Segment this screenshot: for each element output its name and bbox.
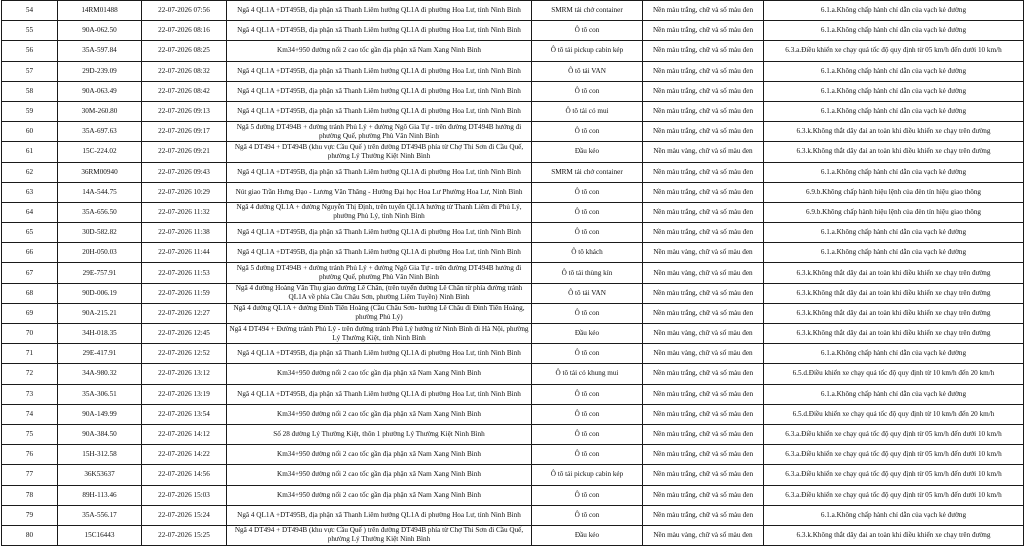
vehicle-type-cell: Ô tô con: [532, 445, 643, 465]
timestamp-cell: 22-07-2026 07:56: [142, 1, 227, 21]
vehicle-type-cell: Ô tô tải VAN: [532, 61, 643, 81]
plate-color-cell: Nền màu trắng, chữ và số màu đen: [643, 162, 764, 182]
table-row: [2, 61, 1024, 81]
location-cell: Số 28 đường Lý Thường Kiệt, thôn 1 phường Lý Thường Kiệt Ninh Bình: [227, 424, 532, 444]
row-number-cell: 74: [2, 404, 58, 424]
row-number-cell: 76: [2, 445, 58, 465]
row-number-cell: 62: [2, 162, 58, 182]
table-row: [2, 202, 1024, 222]
row-number-cell: 61: [2, 142, 58, 162]
plate-color-cell: Nền màu trắng, chữ và số màu đen: [643, 41, 764, 61]
location-cell: Km34+950 đường nối 2 cao tốc gần địa phận xã Nam Xang Ninh Bình: [227, 364, 532, 384]
table-row: [2, 162, 1024, 182]
location-cell: Km34+950 đường nối 2 cao tốc gần địa phận xã Nam Xang Ninh Bình: [227, 485, 532, 505]
license-plate-cell: 35A-656.50: [58, 202, 142, 222]
violation-cell: 6.3.k.Không thắt dây đai an toàn khi điều khiển xe chạy trên đường: [764, 283, 1024, 303]
row-number-cell: 63: [2, 182, 58, 202]
timestamp-cell: 22-07-2026 15:25: [142, 525, 227, 545]
license-plate-cell: 90A-149.99: [58, 404, 142, 424]
location-cell: Ngã 4 QL1A +DT495B, địa phận xã Thanh Liêm hướng QL1A đi phường Hoa Lư, tỉnh Ninh Bình: [227, 101, 532, 121]
timestamp-cell: 22-07-2026 13:19: [142, 384, 227, 404]
plate-color-cell: Nền màu trắng, chữ và số màu đen: [643, 384, 764, 404]
location-cell: Ngã 4 QL1A +DT495B, địa phận xã Thanh Liêm hướng QL1A đi phường Hoa Lư, tỉnh Ninh Bình: [227, 61, 532, 81]
vehicle-type-cell: Ô tô con: [532, 384, 643, 404]
timestamp-cell: 22-07-2026 09:21: [142, 142, 227, 162]
license-plate-cell: 90A-384.50: [58, 424, 142, 444]
location-cell: Ngã 4 QL1A +DT495B, địa phận xã Thanh Liêm hướng QL1A đi phường Hoa Lư, tỉnh Ninh Bình: [227, 243, 532, 263]
row-number-cell: 64: [2, 202, 58, 222]
vehicle-type-cell: Ô tô tải thùng kín: [532, 263, 643, 283]
location-cell: Ngã 4 QL1A +DT495B, địa phận xã Thanh Liêm hướng QL1A đi phường Hoa Lư, tỉnh Ninh Bình: [227, 505, 532, 525]
table-row: [2, 21, 1024, 41]
vehicle-type-cell: Ô tô con: [532, 182, 643, 202]
violation-cell: 6.3.k.Không thắt dây đai an toàn khi điều khiển xe chạy trên đường: [764, 525, 1024, 545]
vehicle-type-cell: Ô tô tải pickup cabin kép: [532, 465, 643, 485]
table-row: [2, 364, 1024, 384]
license-plate-cell: 90A-215.21: [58, 303, 142, 323]
row-number-cell: 72: [2, 364, 58, 384]
plate-color-cell: Nền màu trắng, chữ và số màu đen: [643, 303, 764, 323]
timestamp-cell: 22-07-2026 13:12: [142, 364, 227, 384]
vehicle-type-cell: SMRM tải chở container: [532, 162, 643, 182]
table-row: [2, 81, 1024, 101]
location-cell: Km34+950 đường nối 2 cao tốc gần địa phận xã Nam Xang Ninh Bình: [227, 465, 532, 485]
plate-color-cell: Nền màu trắng, chữ và số màu đen: [643, 182, 764, 202]
timestamp-cell: 22-07-2026 12:52: [142, 344, 227, 364]
plate-color-cell: Nền màu trắng, chữ và số màu đen: [643, 283, 764, 303]
violation-cell: 6.3.k.Không thắt dây đai an toàn khi điều khiển xe chạy trên đường: [764, 303, 1024, 323]
license-plate-cell: 30D-582.82: [58, 223, 142, 243]
violation-cell: 6.1.a.Không chấp hành chỉ dẫn của vạch kẻ đường: [764, 223, 1024, 243]
vehicle-type-cell: Đầu kéo: [532, 324, 643, 344]
location-cell: Ngã 4 QL1A +DT495B, địa phận xã Thanh Liêm hướng QL1A đi phường Hoa Lư, tỉnh Ninh Bình: [227, 162, 532, 182]
violation-cell: 6.1.a.Không chấp hành chỉ dẫn của vạch kẻ đường: [764, 81, 1024, 101]
plate-color-cell: Nền màu trắng, chữ và số màu đen: [643, 445, 764, 465]
plate-color-cell: Nền màu vàng, chữ và số màu đen: [643, 243, 764, 263]
location-cell: Ngã 4 QL1A +DT495B, địa phận xã Thanh Liêm hướng QL1A đi phường Hoa Lư, tỉnh Ninh Bình: [227, 81, 532, 101]
row-number-cell: 75: [2, 424, 58, 444]
location-cell: Ngã 4 DT494 + DT494B (khu vực Cầu Quế ) trên đường DT494B phía từ Chợ Thi Sơn đi Cầu Quế, phường Lý Thường Kiệt Ninh Bình: [227, 525, 532, 545]
location-cell: Ngã 4 DT494 + DT494B (khu vực Cầu Quế ) trên đường DT494B phía từ Chợ Thi Sơn đi Cầu Quế, phường Lý Thường Kiệt Ninh Bình: [227, 142, 532, 162]
table-row: [2, 182, 1024, 202]
row-number-cell: 55: [2, 21, 58, 41]
violation-cell: 6.5.d.Điều khiển xe chạy quá tốc độ quy định từ 10 km/h đến 20 km/h: [764, 404, 1024, 424]
violation-cell: 6.1.a.Không chấp hành chỉ dẫn của vạch kẻ đường: [764, 505, 1024, 525]
vehicle-type-cell: Ô tô khách: [532, 243, 643, 263]
timestamp-cell: 22-07-2026 11:38: [142, 223, 227, 243]
plate-color-cell: Nền màu vàng, chữ và số màu đen: [643, 525, 764, 545]
vehicle-type-cell: SMRM tải chở container: [532, 1, 643, 21]
plate-color-cell: Nền màu trắng, chữ và số màu đen: [643, 505, 764, 525]
violation-cell: 6.3.k.Không thắt dây đai an toàn khi điều khiển xe chạy trên đường: [764, 122, 1024, 142]
license-plate-cell: 34A-980.32: [58, 364, 142, 384]
timestamp-cell: 22-07-2026 09:13: [142, 101, 227, 121]
vehicle-type-cell: Ô tô tải VAN: [532, 283, 643, 303]
violation-cell: 6.5.d.Điều khiển xe chạy quá tốc độ quy định từ 10 km/h đến 20 km/h: [764, 364, 1024, 384]
location-cell: Ngã 4 QL1A +DT495B, địa phận xã Thanh Liêm hướng QL1A đi phường Hoa Lư, tỉnh Ninh Bình: [227, 384, 532, 404]
table-row: [2, 142, 1024, 162]
vehicle-type-cell: Ô tô con: [532, 424, 643, 444]
plate-color-cell: Nền màu trắng, chữ và số màu đen: [643, 122, 764, 142]
violation-cell: 6.1.a.Không chấp hành chỉ dẫn của vạch kẻ đường: [764, 384, 1024, 404]
violation-cell: 6.1.a.Không chấp hành chỉ dẫn của vạch kẻ đường: [764, 162, 1024, 182]
license-plate-cell: 36K53637: [58, 465, 142, 485]
plate-color-cell: Nền màu vàng, chữ và số màu đen: [643, 344, 764, 364]
violation-cell: 6.1.a.Không chấp hành chỉ dẫn của vạch kẻ đường: [764, 344, 1024, 364]
plate-color-cell: Nền màu trắng, chữ và số màu đen: [643, 81, 764, 101]
plate-color-cell: Nền màu vàng, chữ và số màu đen: [643, 142, 764, 162]
table-row: [2, 101, 1024, 121]
vehicle-type-cell: Ô tô con: [532, 485, 643, 505]
license-plate-cell: 90D-006.19: [58, 283, 142, 303]
timestamp-cell: 22-07-2026 14:12: [142, 424, 227, 444]
table-row: [2, 324, 1024, 344]
timestamp-cell: 22-07-2026 13:54: [142, 404, 227, 424]
license-plate-cell: 20H-050.03: [58, 243, 142, 263]
location-cell: Km34+950 đường nối 2 cao tốc gần địa phận xã Nam Xang Ninh Bình: [227, 404, 532, 424]
row-number-cell: 77: [2, 465, 58, 485]
violation-cell: 6.3.k.Không thắt dây đai an toàn khi điều khiển xe chạy trên đường: [764, 263, 1024, 283]
vehicle-type-cell: Ô tô con: [532, 122, 643, 142]
location-cell: Ngã 5 đường DT494B + đường tránh Phủ Lý + đường Ngô Gia Tự - trên đường DT494B hướng đi phường Quế, phường Phù Vân Ninh Bình: [227, 122, 532, 142]
timestamp-cell: 22-07-2026 15:03: [142, 485, 227, 505]
location-cell: Ngã 4 QL1A +DT495B, địa phận xã Thanh Liêm hướng QL1A đi phường Hoa Lư, tỉnh Ninh Bình: [227, 1, 532, 21]
violation-cell: 6.1.a.Không chấp hành chỉ dẫn của vạch kẻ đường: [764, 101, 1024, 121]
timestamp-cell: 22-07-2026 11:53: [142, 263, 227, 283]
table-row: [2, 243, 1024, 263]
location-cell: Ngã 4 QL1A +DT495B, địa phận xã Thanh Liêm hướng QL1A đi phường Hoa Lư, tỉnh Ninh Bình: [227, 344, 532, 364]
row-number-cell: 69: [2, 303, 58, 323]
license-plate-cell: 30M-260.80: [58, 101, 142, 121]
license-plate-cell: 15C16443: [58, 525, 142, 545]
timestamp-cell: 22-07-2026 11:59: [142, 283, 227, 303]
license-plate-cell: 35A-556.17: [58, 505, 142, 525]
timestamp-cell: 22-07-2026 14:22: [142, 445, 227, 465]
row-number-cell: 57: [2, 61, 58, 81]
table-row: [2, 344, 1024, 364]
vehicle-type-cell: Đầu kéo: [532, 525, 643, 545]
violation-cell: 6.1.a.Không chấp hành chỉ dẫn của vạch kẻ đường: [764, 61, 1024, 81]
row-number-cell: 59: [2, 101, 58, 121]
location-cell: Km34+950 đường nối 2 cao tốc gần địa phận xã Nam Xang Ninh Bình: [227, 41, 532, 61]
timestamp-cell: 22-07-2026 08:42: [142, 81, 227, 101]
plate-color-cell: Nền màu vàng, chữ và số màu đen: [643, 324, 764, 344]
plate-color-cell: Nền màu trắng, chữ và số màu đen: [643, 485, 764, 505]
table-row: [2, 303, 1024, 323]
vehicle-type-cell: Ô tô con: [532, 21, 643, 41]
location-cell: Ngã 5 đường DT494B + đường tránh Phủ Lý + đường Ngô Gia Tự - trên đường DT494B hướng đi phường Quế, phường Phù Vân Ninh Bình: [227, 263, 532, 283]
row-number-cell: 80: [2, 525, 58, 545]
location-cell: Ngã 4 đường QL1A + đường Đinh Tiên Hoàng (Cầu Châu Sơn- hướng Lê Châu đi Đinh Tiên Hoàng, phường Phủ Lý): [227, 303, 532, 323]
vehicle-type-cell: Đầu kéo: [532, 142, 643, 162]
location-cell: Nút giao Trần Hưng Đạo - Lương Văn Thăng - Hướng Đại học Hoa Lư Phường Hoa Lư, Ninh Bình: [227, 182, 532, 202]
table-row: [2, 283, 1024, 303]
violation-cell: 6.3.k.Không thắt dây đai an toàn khi điều khiển xe chạy trên đường: [764, 142, 1024, 162]
license-plate-cell: 35A-306.51: [58, 384, 142, 404]
license-plate-cell: 90A-063.49: [58, 81, 142, 101]
row-number-cell: 73: [2, 384, 58, 404]
location-cell: Ngã 4 QL1A +DT495B, địa phận xã Thanh Liêm hướng QL1A đi phường Hoa Lư, tỉnh Ninh Bình: [227, 223, 532, 243]
violation-cell: 6.3.a.Điều khiển xe chạy quá tốc độ quy định từ 05 km/h đến dưới 10 km/h: [764, 445, 1024, 465]
violations-table: [1, 0, 1024, 546]
violation-cell: 6.3.k.Không thắt dây đai an toàn khi điều khiển xe chạy trên đường: [764, 324, 1024, 344]
table-row: [2, 384, 1024, 404]
plate-color-cell: Nền màu trắng, chữ và số màu đen: [643, 1, 764, 21]
vehicle-type-cell: Ô tô con: [532, 202, 643, 222]
row-number-cell: 78: [2, 485, 58, 505]
location-cell: Km34+950 đường nối 2 cao tốc gần địa phận xã Nam Xang Ninh Bình: [227, 445, 532, 465]
violation-cell: 6.1.a.Không chấp hành chỉ dẫn của vạch kẻ đường: [764, 1, 1024, 21]
vehicle-type-cell: Ô tô tải có khung mui: [532, 364, 643, 384]
location-cell: Ngã 4 DT494 + Đường tránh Phủ Lý - trên đường tránh Phủ Lý hướng từ Ninh Bình đi Hà Nội, phường Lý Thường Kiệt, tỉnh Ninh Bình: [227, 324, 532, 344]
row-number-cell: 71: [2, 344, 58, 364]
plate-color-cell: Nền màu trắng, chữ và số màu đen: [643, 364, 764, 384]
violation-cell: 6.1.a.Không chấp hành chỉ dẫn của vạch kẻ đường: [764, 243, 1024, 263]
vehicle-type-cell: Ô tô tải pickup cabin kép: [532, 41, 643, 61]
timestamp-cell: 22-07-2026 15:24: [142, 505, 227, 525]
license-plate-cell: 34H-018.35: [58, 324, 142, 344]
license-plate-cell: 89H-113.46: [58, 485, 142, 505]
violation-cell: 6.3.a.Điều khiển xe chạy quá tốc độ quy định từ 05 km/h đến dưới 10 km/h: [764, 41, 1024, 61]
license-plate-cell: 35A-597.84: [58, 41, 142, 61]
timestamp-cell: 22-07-2026 08:16: [142, 21, 227, 41]
row-number-cell: 66: [2, 243, 58, 263]
timestamp-cell: 22-07-2026 14:56: [142, 465, 227, 485]
timestamp-cell: 22-07-2026 12:45: [142, 324, 227, 344]
timestamp-cell: 22-07-2026 11:32: [142, 202, 227, 222]
violation-cell: 6.1.a.Không chấp hành chỉ dẫn của vạch kẻ đường: [764, 21, 1024, 41]
table-row: [2, 505, 1024, 525]
violation-cell: 6.9.b.Không chấp hành hiệu lệnh của đèn tín hiệu giao thông: [764, 202, 1024, 222]
table-row: [2, 445, 1024, 465]
table-row: [2, 122, 1024, 142]
table-row: [2, 223, 1024, 243]
timestamp-cell: 22-07-2026 08:25: [142, 41, 227, 61]
table-row: [2, 525, 1024, 545]
row-number-cell: 56: [2, 41, 58, 61]
plate-color-cell: Nền màu vàng, chữ và số màu đen: [643, 263, 764, 283]
plate-color-cell: Nền màu trắng, chữ và số màu đen: [643, 424, 764, 444]
timestamp-cell: 22-07-2026 09:17: [142, 122, 227, 142]
table-row: [2, 263, 1024, 283]
vehicle-type-cell: Ô tô con: [532, 505, 643, 525]
vehicle-type-cell: Ô tô con: [532, 404, 643, 424]
timestamp-cell: 22-07-2026 09:43: [142, 162, 227, 182]
row-number-cell: 58: [2, 81, 58, 101]
table-row: [2, 41, 1024, 61]
row-number-cell: 67: [2, 263, 58, 283]
vehicle-type-cell: Ô tô con: [532, 81, 643, 101]
plate-color-cell: Nền màu trắng, chữ và số màu đen: [643, 202, 764, 222]
location-cell: Ngã 4 đường QL1A + đường Nguyễn Thị Định, trên tuyến QL1A hướng từ Thanh Liêm đi Phủ Lý, phường Phủ Lý, tỉnh Ninh Bình: [227, 202, 532, 222]
table-row: [2, 424, 1024, 444]
license-plate-cell: 35A-697.63: [58, 122, 142, 142]
violation-cell: 6.3.a.Điều khiển xe chạy quá tốc độ quy định từ 05 km/h đến dưới 10 km/h: [764, 485, 1024, 505]
violation-cell: 6.9.b.Không chấp hành hiệu lệnh của đèn tín hiệu giao thông: [764, 182, 1024, 202]
plate-color-cell: Nền màu trắng, chữ và số màu đen: [643, 404, 764, 424]
license-plate-cell: 29E-757.91: [58, 263, 142, 283]
table-row: [2, 465, 1024, 485]
table-row: [2, 404, 1024, 424]
license-plate-cell: 29D-239.09: [58, 61, 142, 81]
row-number-cell: 68: [2, 283, 58, 303]
plate-color-cell: Nền màu trắng, chữ và số màu đen: [643, 465, 764, 485]
timestamp-cell: 22-07-2026 10:29: [142, 182, 227, 202]
plate-color-cell: Nền màu trắng, chữ và số màu đen: [643, 101, 764, 121]
row-number-cell: 79: [2, 505, 58, 525]
row-number-cell: 54: [2, 1, 58, 21]
row-number-cell: 65: [2, 223, 58, 243]
timestamp-cell: 22-07-2026 11:44: [142, 243, 227, 263]
license-plate-cell: 15H-312.58: [58, 445, 142, 465]
license-plate-cell: 90A-062.50: [58, 21, 142, 41]
vehicle-type-cell: Ô tô tải có mui: [532, 101, 643, 121]
timestamp-cell: 22-07-2026 12:27: [142, 303, 227, 323]
location-cell: Ngã 4 QL1A +DT495B, địa phận xã Thanh Liêm hướng QL1A đi phường Hoa Lư, tỉnh Ninh Bình: [227, 21, 532, 41]
plate-color-cell: Nền màu trắng, chữ và số màu đen: [643, 61, 764, 81]
license-plate-cell: 36RM00940: [58, 162, 142, 182]
table-body: [2, 1, 1024, 546]
row-number-cell: 70: [2, 324, 58, 344]
license-plate-cell: 29E-417.91: [58, 344, 142, 364]
license-plate-cell: 14RM01488: [58, 1, 142, 21]
location-cell: Ngã 4 đường Hoàng Văn Thụ giao đường Lê Chân, (trên tuyến đường Lê Chân từ phía đường tránh QL1A về phía Cầu Châu Sơn, phường Liêm Tuyền) Ninh Bình: [227, 283, 532, 303]
table-row: [2, 485, 1024, 505]
row-number-cell: 60: [2, 122, 58, 142]
timestamp-cell: 22-07-2026 08:32: [142, 61, 227, 81]
license-plate-cell: 15C-224.02: [58, 142, 142, 162]
vehicle-type-cell: Ô tô con: [532, 303, 643, 323]
table-row: [2, 1, 1024, 21]
violation-cell: 6.3.a.Điều khiển xe chạy quá tốc độ quy định từ 05 km/h đến dưới 10 km/h: [764, 424, 1024, 444]
license-plate-cell: 14A-544.75: [58, 182, 142, 202]
violation-cell: 6.3.a.Điều khiển xe chạy quá tốc độ quy định từ 05 km/h đến dưới 10 km/h: [764, 465, 1024, 485]
vehicle-type-cell: Ô tô con: [532, 344, 643, 364]
vehicle-type-cell: Ô tô con: [532, 223, 643, 243]
plate-color-cell: Nền màu trắng, chữ và số màu đen: [643, 21, 764, 41]
plate-color-cell: Nền màu trắng, chữ và số màu đen: [643, 223, 764, 243]
